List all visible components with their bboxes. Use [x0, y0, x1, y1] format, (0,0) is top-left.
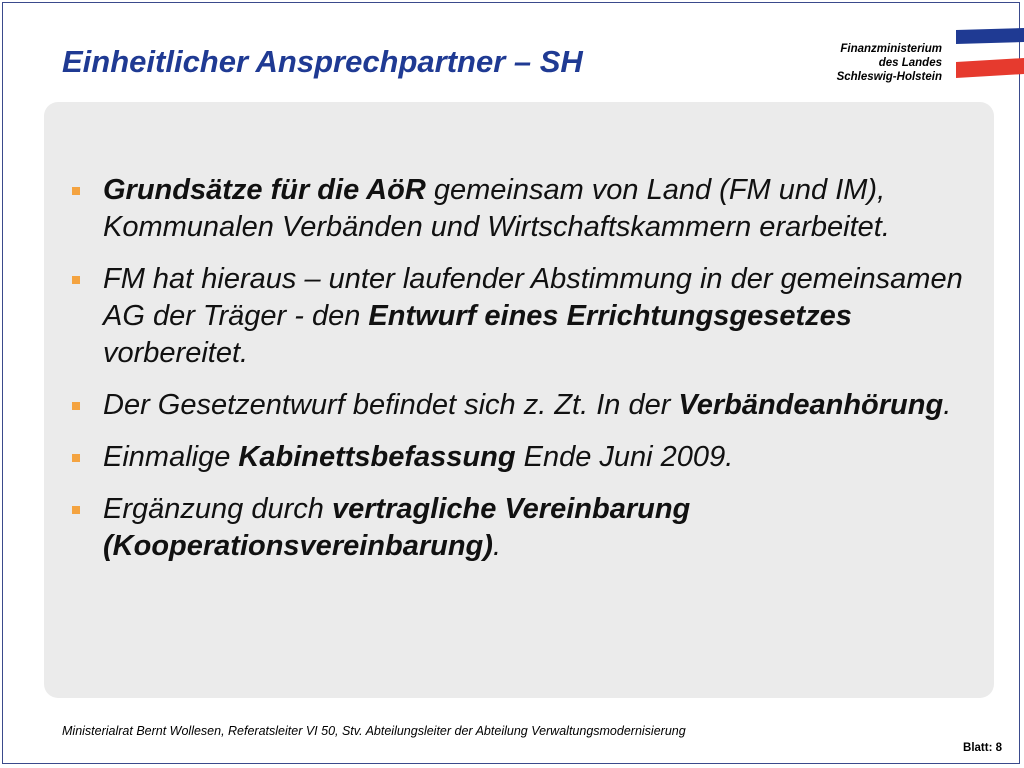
square-bullet-icon: [72, 276, 80, 284]
bullet-text: Ergänzung durch: [103, 493, 332, 525]
square-bullet-icon: [72, 187, 80, 195]
bullet-list: [70, 172, 970, 580]
bullet-item: [70, 491, 970, 565]
bullet-text: Der Gesetzentwurf befindet sich z. Zt. In der: [103, 389, 679, 421]
bullet-item: [70, 439, 970, 476]
square-bullet-icon: [72, 454, 80, 462]
bullet-text: FM hat hieraus – unter laufender Abstimmung in der gemeinsamen AG der Träger - den: [103, 263, 963, 332]
page-number: Blatt: 8: [963, 742, 1002, 754]
bullet-emphasis: Kabinettsbefassung: [238, 441, 516, 473]
bullet-text: .: [492, 530, 501, 562]
bullet-text: vorbereitet.: [103, 337, 249, 369]
square-bullet-icon: [72, 402, 80, 410]
footer-author: Ministerialrat Bernt Wollesen, Referatsleiter VI 50, Stv. Abteilungsleiter der Abteilung Verwaltungsmodernisierung: [62, 724, 686, 738]
bullet-text: .: [943, 389, 952, 421]
flag-blue-stripe: [956, 28, 1024, 44]
ministry-line-1: Finanzministerium: [840, 43, 942, 55]
bullet-item: [70, 261, 970, 372]
ministry-name: [837, 42, 942, 84]
ministry-line-2: des Landes: [878, 57, 942, 69]
bullet-emphasis: Entwurf eines Errichtungsgesetzes: [368, 300, 852, 332]
bullet-emphasis: Grundsätze für die AöR: [103, 174, 426, 206]
bullet-emphasis: Verbändeanhörung: [678, 389, 944, 421]
square-bullet-icon: [72, 506, 80, 514]
bullet-text: Einmalige: [103, 441, 239, 473]
bullet-item: [70, 387, 970, 424]
bullet-text: gemeinsam von Land (FM und IM), Kommunalen Verbänden und Wirtschaftskammern erarbeitet.: [103, 174, 890, 243]
bullet-emphasis: vertragliche Vereinbarung (Kooperationsvereinbarung): [103, 493, 691, 562]
bullet-item: [70, 172, 970, 246]
schleswig-holstein-flag-logo: [956, 28, 1024, 78]
slide-title: Einheitlicher Ansprechpartner – SH: [62, 44, 583, 79]
ministry-line-3: Schleswig-Holstein: [836, 71, 942, 83]
flag-red-stripe: [956, 58, 1024, 78]
bullet-text: Ende Juni 2009.: [515, 441, 734, 473]
